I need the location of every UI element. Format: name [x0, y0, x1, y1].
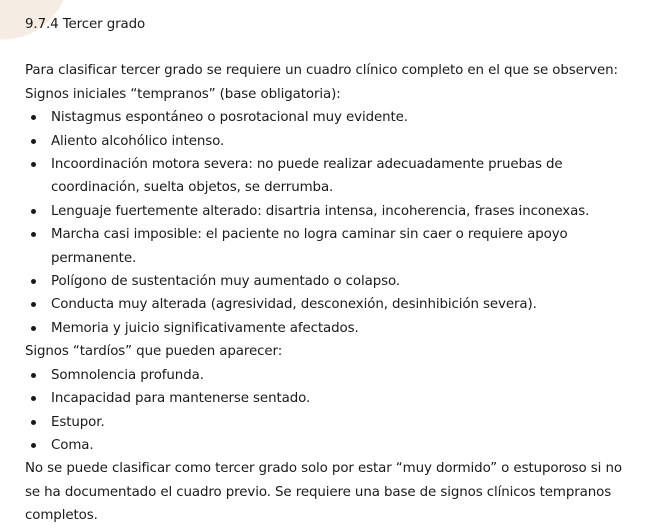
section-heading: 9.7.4 Tercer grado: [25, 17, 146, 32]
document-body: [25, 13, 640, 528]
late-signs-list: [25, 364, 640, 458]
list-item: Incoordinación motora severa: no puede realizar adecuadamente pruebas de coordinación, suelta objetos, se derrumba.: [51, 153, 640, 200]
closing-paragraph: No se puede clasificar como tercer grado solo por estar “muy dormido” o estuporoso si no se ha documentado el cuadro previo. Se requiere una base de signos clínicos tempranos completos.: [25, 461, 622, 524]
early-signs-list: [25, 106, 640, 340]
list-item: Estupor.: [51, 411, 640, 434]
list-item: Nistagmus espontáneo o posrotacional muy evidente.: [51, 106, 640, 129]
late-signs-heading: Signos “tardíos” que pueden aparecer:: [25, 344, 283, 360]
list-item: Lenguaje fuertemente alterado: disartria intensa, incoherencia, frases inconexas.: [51, 200, 640, 223]
early-signs-heading: Signos iniciales “tempranos” (base obligatoria):: [25, 86, 341, 102]
intro-paragraph: Para clasificar tercer grado se requiere un cuadro clínico completo en el que se observen:: [25, 63, 618, 79]
list-item: Somnolencia profunda.: [51, 364, 640, 387]
list-item: Memoria y juicio significativamente afectados.: [51, 317, 640, 340]
list-item: Marcha casi imposible: el paciente no logra caminar sin caer o requiere apoyo permanente.: [51, 223, 640, 270]
list-item: Conducta muy alterada (agresividad, desconexión, desinhibición severa).: [51, 293, 640, 316]
list-item: Coma.: [51, 434, 640, 457]
list-item: Incapacidad para mantenerse sentado.: [51, 387, 640, 410]
list-item: Polígono de sustentación muy aumentado o colapso.: [51, 270, 640, 293]
list-item: Aliento alcohólico intenso.: [51, 130, 640, 153]
